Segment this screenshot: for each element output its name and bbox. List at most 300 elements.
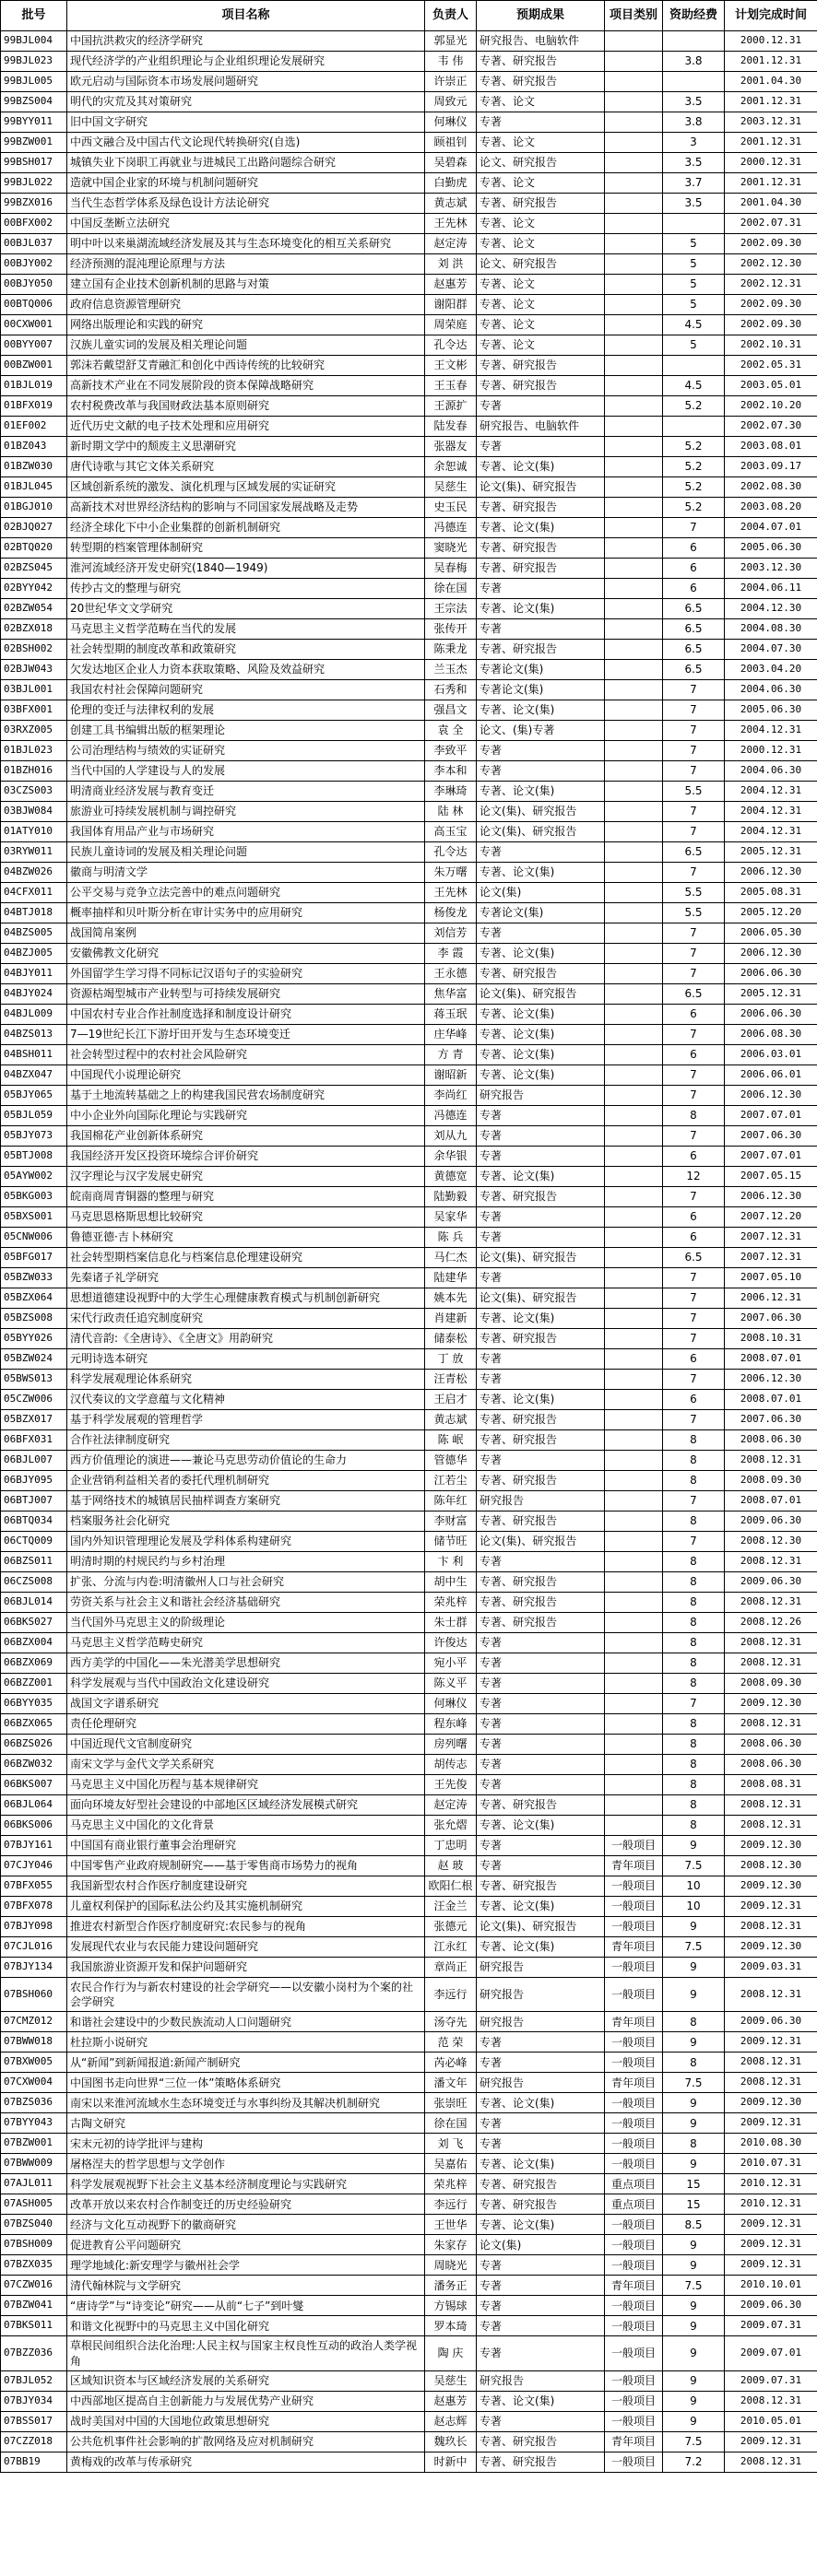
table-cell: 04BZS005 [1, 923, 67, 944]
table-cell: 专著、论文(集) [477, 1065, 605, 1086]
table-cell: 专著论文(集) [477, 680, 605, 700]
table-cell: 99BJL023 [1, 52, 67, 72]
table-row [1, 417, 817, 437]
table-cell: 2007.05.15 [725, 1167, 817, 1187]
table-cell: 丁 放 [425, 1349, 477, 1370]
table-cell: 07BWW018 [1, 2032, 67, 2053]
table-cell: 06BZS026 [1, 1735, 67, 1755]
table-cell: 2008.09.30 [725, 1471, 817, 1491]
table-cell: 03CZS003 [1, 782, 67, 802]
table-cell: 皖南商周青铜器的整理与研究 [67, 1187, 425, 1207]
table-cell: 2005.06.30 [725, 538, 817, 559]
table-cell: 潘文年 [425, 2073, 477, 2093]
table-cell: 2010.12.31 [725, 2194, 817, 2215]
table-row [1, 1633, 817, 1653]
table-cell: 2008.12.31 [725, 2053, 817, 2073]
table-cell: 00BJY050 [1, 275, 67, 295]
table-row [1, 1065, 817, 1086]
table-cell: 郭沫若戴望舒艾青融汇和创化中西诗传统的比较研究 [67, 356, 425, 376]
table-cell: 专著、研究报告 [477, 1430, 605, 1451]
table-cell: 陆发春 [425, 417, 477, 437]
table-row [1, 1876, 817, 1897]
table-cell: 吴家华 [425, 1207, 477, 1228]
table-cell: 07BWW009 [1, 2154, 67, 2174]
table-cell: 7 [663, 944, 725, 964]
table-cell [605, 1775, 663, 1795]
table-cell [605, 741, 663, 761]
table-cell: 8 [663, 1593, 725, 1613]
table-cell: 赵 玻 [425, 1856, 477, 1876]
table-cell: 2008.12.31 [725, 2391, 817, 2411]
table-cell: 李致平 [425, 741, 477, 761]
table-cell [605, 923, 663, 944]
table-cell: 王世华 [425, 2215, 477, 2235]
table-cell: 5.2 [663, 457, 725, 477]
table-cell: 宋代行政责任追究制度研究 [67, 1309, 425, 1329]
table-row [1, 2012, 817, 2032]
table-cell: 专著、研究报告 [477, 1876, 605, 1897]
table-cell: 07BFX055 [1, 1876, 67, 1897]
table-cell: 04BZJ005 [1, 944, 67, 964]
table-row [1, 518, 817, 538]
table-cell: 2009.12.30 [725, 1876, 817, 1897]
table-cell: 鲁德亚德·吉卜林研究 [67, 1228, 425, 1248]
table-cell: 6.5 [663, 1248, 725, 1268]
table-cell: 吴慈生 [425, 477, 477, 498]
table-row [1, 1309, 817, 1329]
table-cell: 2009.12.30 [725, 2093, 817, 2113]
table-cell: 5.5 [663, 903, 725, 923]
table-cell: 论文、(集)专著 [477, 721, 605, 741]
table-cell: 专著、论文 [477, 92, 605, 112]
table-cell: 2010.10.01 [725, 2276, 817, 2296]
table-cell: 战国简帛案例 [67, 923, 425, 944]
table-cell: 我国农村社会保障问题研究 [67, 680, 425, 700]
table-cell: 2003.08.01 [725, 437, 817, 457]
table-cell: 2008.12.31 [725, 1795, 817, 1816]
table-cell: 胡中生 [425, 1572, 477, 1593]
table-cell: 04BZW026 [1, 863, 67, 883]
table-cell: 王源扩 [425, 396, 477, 417]
table-cell: 陶 庆 [425, 2336, 477, 2370]
table-row [1, 2431, 817, 2452]
table-cell: 论文(集)、研究报告 [477, 1288, 605, 1309]
table-cell [605, 254, 663, 275]
table-cell: 3.5 [663, 194, 725, 214]
table-cell: 公共危机事件社会影响的扩散网络及应对机制研究 [67, 2431, 425, 2452]
table-cell: 安徽佛教文化研究 [67, 944, 425, 964]
table-cell: 6 [663, 1147, 725, 1167]
table-cell: 6 [663, 1005, 725, 1025]
table-cell: 专著、论文(集) [477, 2154, 605, 2174]
table-cell [605, 1735, 663, 1755]
table-cell: 专著、研究报告 [477, 2194, 605, 2215]
table-row [1, 2113, 817, 2134]
table-cell: 经济预测的混沌理论原理与方法 [67, 254, 425, 275]
table-cell: 2009.12.30 [725, 1937, 817, 1958]
table-row [1, 1958, 817, 1978]
table-row [1, 52, 817, 72]
table-cell: 青年项目 [605, 2276, 663, 2296]
table-cell: 高新技术对世界经济结构的影响与不同国家发展战略及走势 [67, 498, 425, 518]
table-cell: 清代翰林院与文学研究 [67, 2276, 425, 2296]
table-cell: 专著、论文(集) [477, 1937, 605, 1958]
table-cell: 06BJL014 [1, 1593, 67, 1613]
table-cell: 00BFX002 [1, 214, 67, 234]
table-cell: 2008.08.31 [725, 1775, 817, 1795]
table-cell: 06CTQ009 [1, 1532, 67, 1552]
table-cell: 专著、研究报告 [477, 72, 605, 92]
table-cell: 科学发展观视野下社会主义基本经济制度理论与实践研究 [67, 2174, 425, 2194]
table-cell: 2009.07.31 [725, 2316, 817, 2336]
table-cell: 2007.12.31 [725, 1248, 817, 1268]
table-cell: 专著、论文 [477, 173, 605, 194]
table-cell: 7 [663, 923, 725, 944]
table-cell [605, 1613, 663, 1633]
table-row [1, 498, 817, 518]
table-cell: 05BXS001 [1, 1207, 67, 1228]
table-cell: 04BJL009 [1, 1005, 67, 1025]
table-cell: 一般项目 [605, 1876, 663, 1897]
table-cell: 论文(集)、研究报告 [477, 984, 605, 1005]
table-cell: 农民合作行为与新农村建设的社会学研究——以安徽小岗村为个案的社会学研究 [67, 1978, 425, 2012]
table-cell: 李财富 [425, 1511, 477, 1532]
table-cell: 专著、研究报告 [477, 1572, 605, 1593]
table-cell: 现代经济学的产业组织理论与企业组织理论发展研究 [67, 52, 425, 72]
table-row [1, 1511, 817, 1532]
table-cell [605, 1086, 663, 1106]
table-cell [605, 903, 663, 923]
table-cell [605, 194, 663, 214]
table-cell: 李本和 [425, 761, 477, 782]
table-cell: 专著、研究报告 [477, 1471, 605, 1491]
table-cell: 8 [663, 1471, 725, 1491]
table-cell: 中国农村专业合作社制度选择和制度设计研究 [67, 1005, 425, 1025]
table-cell [605, 1593, 663, 1613]
table-cell: 一般项目 [605, 1958, 663, 1978]
table-cell: 2005.12.20 [725, 903, 817, 923]
table-row [1, 437, 817, 457]
table-cell: 07BZS036 [1, 2093, 67, 2113]
table-cell: 许俊达 [425, 1633, 477, 1653]
table-cell: 白勤虎 [425, 173, 477, 194]
table-cell: 专著 [477, 437, 605, 457]
table-cell: 07BZW041 [1, 2296, 67, 2316]
table-cell: 合作社法律制度研究 [67, 1430, 425, 1451]
table-cell: 7 [663, 822, 725, 842]
table-cell: 04BJY024 [1, 984, 67, 1005]
table-cell: 一般项目 [605, 1897, 663, 1917]
table-cell [605, 234, 663, 254]
table-cell [605, 1045, 663, 1065]
table-cell: 专著 [477, 1674, 605, 1694]
table-cell [605, 559, 663, 579]
table-cell: 7 [663, 964, 725, 984]
table-cell: 张允熠 [425, 1816, 477, 1836]
table-cell: 张德元 [425, 1917, 477, 1937]
table-cell: 2003.05.01 [725, 376, 817, 396]
table-cell: 专著 [477, 2134, 605, 2154]
table-cell: 专著 [477, 1126, 605, 1147]
table-cell: 中小企业外向国际化理论与实践研究 [67, 1106, 425, 1126]
table-cell: 江若尘 [425, 1471, 477, 1491]
table-cell: 5.2 [663, 396, 725, 417]
table-row [1, 2073, 817, 2093]
table-cell: 9 [663, 2093, 725, 2113]
table-cell: 7 [663, 741, 725, 761]
table-cell: 一般项目 [605, 2235, 663, 2255]
table-cell: 2003.12.30 [725, 559, 817, 579]
table-cell: 2009.12.31 [725, 2113, 817, 2134]
table-cell: 2009.07.31 [725, 2370, 817, 2391]
table-cell: 汪金兰 [425, 1897, 477, 1917]
table-cell: 专著 [477, 923, 605, 944]
table-cell: 重点项目 [605, 2174, 663, 2194]
table-cell: 专著 [477, 1147, 605, 1167]
table-cell: 07CXW004 [1, 2073, 67, 2093]
table-cell: 01EF002 [1, 417, 67, 437]
table-cell: 方 青 [425, 1045, 477, 1065]
table-cell [605, 1065, 663, 1086]
table-row [1, 1370, 817, 1390]
table-cell [605, 356, 663, 376]
table-cell: 李 霞 [425, 944, 477, 964]
table-cell: 专著 [477, 1633, 605, 1653]
table-cell [605, 964, 663, 984]
table-cell: 8 [663, 1451, 725, 1471]
table-cell: 方锡球 [425, 2296, 477, 2316]
table-cell: 9 [663, 2032, 725, 2053]
table-cell: 2004.06.11 [725, 579, 817, 599]
table-cell: 国内外知识管理理论发展及学科体系构建研究 [67, 1532, 425, 1552]
table-cell: 荣兆梓 [425, 2174, 477, 2194]
table-cell: 重点项目 [605, 2194, 663, 2215]
table-cell: 5.2 [663, 498, 725, 518]
table-cell [605, 335, 663, 356]
table-cell: 顾祖钊 [425, 133, 477, 153]
table-cell: 2008.12.31 [725, 1653, 817, 1674]
table-row [1, 1329, 817, 1349]
table-cell: 郭显光 [425, 31, 477, 52]
table-cell: 概率抽样和贝叶斯分析在审计实务中的应用研究 [67, 903, 425, 923]
table-cell: 专著 [477, 579, 605, 599]
table-cell: 8 [663, 2053, 725, 2073]
table-cell: 9 [663, 2154, 725, 2174]
table-cell: 一般项目 [605, 2154, 663, 2174]
table-cell: 2000.12.31 [725, 153, 817, 173]
table-cell: 07BJL052 [1, 2370, 67, 2391]
table-cell: 焦华富 [425, 984, 477, 1005]
table-row [1, 1349, 817, 1370]
table-cell: 徐在国 [425, 2113, 477, 2134]
table-cell: 一般项目 [605, 2411, 663, 2431]
table-cell: 99BJL022 [1, 173, 67, 194]
table-cell: 专著、研究报告 [477, 52, 605, 72]
table-cell: 7 [663, 802, 725, 822]
table-cell: 专著 [477, 2296, 605, 2316]
table-row [1, 1167, 817, 1187]
table-row [1, 680, 817, 700]
table-cell: 论文(集) [477, 883, 605, 903]
table-row [1, 376, 817, 396]
table-cell: 6 [663, 579, 725, 599]
table-cell: 我国棉花产业创新体系研究 [67, 1126, 425, 1147]
table-cell: 民族儿童诗词的发展及相关理论问题 [67, 842, 425, 863]
table-cell: 2008.12.31 [725, 1816, 817, 1836]
table-cell: 专著、论文(集) [477, 1025, 605, 1045]
table-cell: 公司治理结构与绩效的实证研究 [67, 741, 425, 761]
table-cell: 刘从九 [425, 1126, 477, 1147]
table-cell: 06BFX031 [1, 1430, 67, 1451]
table-cell: 2000.12.31 [725, 741, 817, 761]
table-cell: 当代中国的人学建设与人的发展 [67, 761, 425, 782]
table-cell [605, 538, 663, 559]
table-cell: 专著 [477, 1714, 605, 1735]
table-cell: 7.5 [663, 2073, 725, 2093]
table-row [1, 1775, 817, 1795]
table-cell: 05BKG003 [1, 1187, 67, 1207]
table-cell: 朱家存 [425, 2235, 477, 2255]
table-cell: 2006.08.30 [725, 1025, 817, 1045]
table-cell: 05CNW006 [1, 1228, 67, 1248]
table-cell [605, 721, 663, 741]
table-cell: 和谐社会建设中的少数民族流动人口问题研究 [67, 2012, 425, 2032]
table-cell: 专著、论文(集) [477, 518, 605, 538]
table-cell: 9 [663, 1958, 725, 1978]
table-cell: 基于网络技术的城镇居民抽样调查方案研究 [67, 1491, 425, 1511]
table-cell: 7 [663, 1126, 725, 1147]
table-cell: 9 [663, 1917, 725, 1937]
table-cell: 8 [663, 1511, 725, 1532]
table-cell: 丁忠明 [425, 1836, 477, 1856]
table-cell: 06BZX065 [1, 1714, 67, 1735]
table-row [1, 2452, 817, 2472]
table-cell: 2002.08.30 [725, 477, 817, 498]
table-cell: 区域创新系统的激发、演化机理与区域发展的实证研究 [67, 477, 425, 498]
table-cell: 专著、论文 [477, 234, 605, 254]
table-row [1, 1653, 817, 1674]
table-cell: 专著 [477, 2032, 605, 2053]
table-cell: 专著、研究报告 [477, 1613, 605, 1633]
table-cell: 2010.08.30 [725, 2134, 817, 2154]
table-cell: 07BB19 [1, 2452, 67, 2472]
table-cell: 6.5 [663, 660, 725, 680]
table-cell: 潘务正 [425, 2276, 477, 2296]
table-cell: 专著 [477, 1552, 605, 1572]
table-cell: 05BTJ008 [1, 1147, 67, 1167]
table-cell: 专著、研究报告 [477, 356, 605, 376]
table-cell: 2008.10.31 [725, 1329, 817, 1349]
table-cell: 青年项目 [605, 2012, 663, 2032]
table-cell: 专著 [477, 2113, 605, 2134]
table-cell: 经济与文化互动视野下的徽商研究 [67, 2215, 425, 2235]
table-cell: 2001.12.31 [725, 173, 817, 194]
table-cell [663, 417, 725, 437]
table-cell: 01BGJ010 [1, 498, 67, 518]
table-cell: 专著 [477, 761, 605, 782]
table-cell [605, 802, 663, 822]
table-cell: 01BZH016 [1, 761, 67, 782]
table-cell [605, 376, 663, 396]
table-cell: 2006.12.30 [725, 1086, 817, 1106]
table-cell: 04BSH011 [1, 1045, 67, 1065]
table-cell: 专著、研究报告 [477, 1410, 605, 1430]
table-cell: 03RXZ005 [1, 721, 67, 741]
table-row [1, 1674, 817, 1694]
table-cell: “唐诗学”与“诗变论”研究——从前“七子”到叶燮 [67, 2296, 425, 2316]
table-cell: 专著、论文(集) [477, 457, 605, 477]
table-cell: 3.7 [663, 173, 725, 194]
table-row [1, 2255, 817, 2276]
table-cell: 科学发展观理论体系研究 [67, 1370, 425, 1390]
table-row [1, 741, 817, 761]
table-cell: 12 [663, 1167, 725, 1187]
table-cell: 7.5 [663, 1856, 725, 1876]
table-cell [605, 1552, 663, 1572]
table-cell [605, 437, 663, 457]
table-row [1, 538, 817, 559]
table-cell: 江永红 [425, 1937, 477, 1958]
table-row [1, 254, 817, 275]
table-cell: 07CMZ012 [1, 2012, 67, 2032]
table-cell: 6.5 [663, 984, 725, 1005]
table-cell: 5.5 [663, 782, 725, 802]
table-cell: 周致元 [425, 92, 477, 112]
table-row [1, 275, 817, 295]
table-row [1, 700, 817, 721]
table-row [1, 92, 817, 112]
table-cell: 陈年红 [425, 1491, 477, 1511]
table-cell: 欧阳仁根 [425, 1876, 477, 1897]
table-cell: 青年项目 [605, 1937, 663, 1958]
table-cell: 推进农村新型合作医疗制度研究:农民参与的视角 [67, 1917, 425, 1937]
table-cell: 2009.06.30 [725, 1511, 817, 1532]
table-cell [605, 640, 663, 660]
table-cell: 马克思恩格斯思想比较研究 [67, 1207, 425, 1228]
table-cell [605, 1430, 663, 1451]
table-cell [605, 92, 663, 112]
table-row [1, 153, 817, 173]
table-cell: 02BZX018 [1, 619, 67, 640]
table-cell: 吴碧森 [425, 153, 477, 173]
table-cell: 蒋玉珉 [425, 1005, 477, 1025]
table-cell: 05BYY026 [1, 1329, 67, 1349]
table-cell: 专著 [477, 1349, 605, 1370]
table-cell: 9 [663, 2235, 725, 2255]
table-cell: 6 [663, 538, 725, 559]
table-cell: 专著 [477, 2336, 605, 2370]
table-cell: 01BJL023 [1, 741, 67, 761]
table-cell: 中国抗洪救灾的经济学研究 [67, 31, 425, 52]
table-cell [605, 396, 663, 417]
table-cell: 唐代诗歌与其它文体关系研究 [67, 457, 425, 477]
table-row [1, 214, 817, 234]
table-cell: 7.2 [663, 2452, 725, 2472]
table-cell: 专著、论文(集) [477, 1897, 605, 1917]
table-cell: 02BZW054 [1, 599, 67, 619]
table-cell: 05AYW002 [1, 1167, 67, 1187]
table-cell: 先秦诸子礼学研究 [67, 1268, 425, 1288]
table-cell: 论文、研究报告 [477, 153, 605, 173]
table-row [1, 477, 817, 498]
table-cell [605, 295, 663, 315]
table-cell: 06BKS007 [1, 1775, 67, 1795]
table-cell: 2007.12.20 [725, 1207, 817, 1228]
table-cell: 7 [663, 1187, 725, 1207]
table-cell: 专著 [477, 1228, 605, 1248]
table-cell: 05CZW006 [1, 1390, 67, 1410]
table-cell: 一般项目 [605, 1978, 663, 2012]
